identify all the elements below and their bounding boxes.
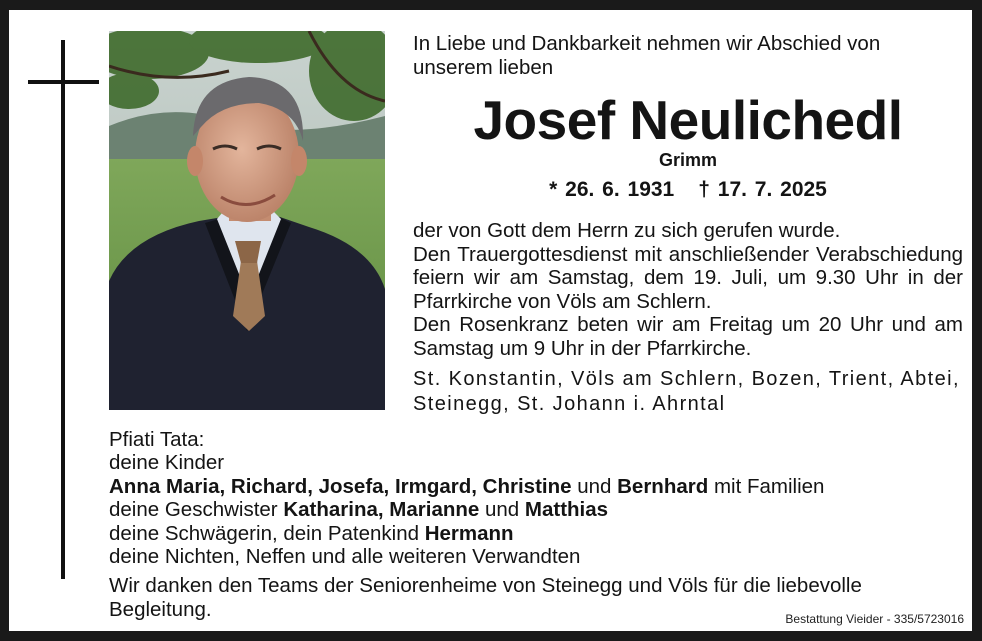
siblings-line: [109, 498, 969, 521]
conjunction: und: [479, 498, 525, 522]
children-last: Bernhard: [617, 474, 709, 498]
portrait-photo: [109, 31, 385, 410]
greeting: Pfiati Tata:: [109, 428, 205, 451]
death-date: † 17. 7. 2025: [698, 178, 827, 201]
funeral-details: [413, 219, 963, 360]
deceased-name: Josef Neulichedl: [473, 89, 903, 151]
intro-text: In Liebe und Dankbarkeit nehmen wir Abschied von unserem lieben: [413, 32, 881, 79]
places-list: St. Konstantin, Völs am Schlern, Bozen, Trient, Abtei, Steinegg, St. Johann i. Ahrntal: [413, 368, 960, 415]
cross-vertical-bar: [61, 40, 65, 579]
life-dates: [413, 178, 963, 202]
children-intro: deine Kinder: [109, 451, 225, 475]
birth-date: * 26. 6. 1931: [549, 178, 675, 201]
children-names: Anna Maria, Richard, Josefa, Irmgard, Christine: [109, 474, 572, 498]
body-line: Den Trauergottesdienst mit anschließender Verabschiedung feiern wir am Samstag, dem 19. Juli, um 9.30 Uhr in der Pfarrkirche von Völs am Schlern.: [413, 242, 963, 313]
conjunction: und: [571, 474, 618, 498]
family-list: [109, 428, 969, 568]
siblings-names: Katharina, Marianne: [283, 498, 480, 522]
inlaw-intro: deine Schwägerin, dein Patenkind: [109, 521, 425, 545]
godchild-name: Hermann: [424, 521, 514, 545]
obituary-card: [9, 10, 972, 631]
body-line: Den Rosenkranz beten wir am Freitag um 20 Uhr und am Samstag um 9 Uhr in der Pfarrkirche.: [413, 313, 963, 360]
siblings-last: Matthias: [524, 498, 609, 522]
house-name: Grimm: [658, 150, 718, 170]
body-line: der von Gott dem Herrn zu sich gerufen wurde.: [413, 219, 841, 242]
children-line: [109, 475, 969, 498]
undertaker-credit: Bestattung Vieider - 335/5723016: [785, 612, 964, 626]
thanks-text: Wir danken den Teams der Seniorenheime von Steinegg und Völs für die liebevolle Begleitung.: [109, 574, 862, 621]
siblings-intro: deine Geschwister: [109, 498, 284, 522]
inlaw-line: [109, 522, 969, 545]
cross-horizontal-bar: [28, 80, 99, 84]
children-suffix: mit Familien: [708, 474, 825, 498]
relatives-line: deine Nichten, Neffen und alle weiteren Verwandten: [109, 545, 581, 569]
